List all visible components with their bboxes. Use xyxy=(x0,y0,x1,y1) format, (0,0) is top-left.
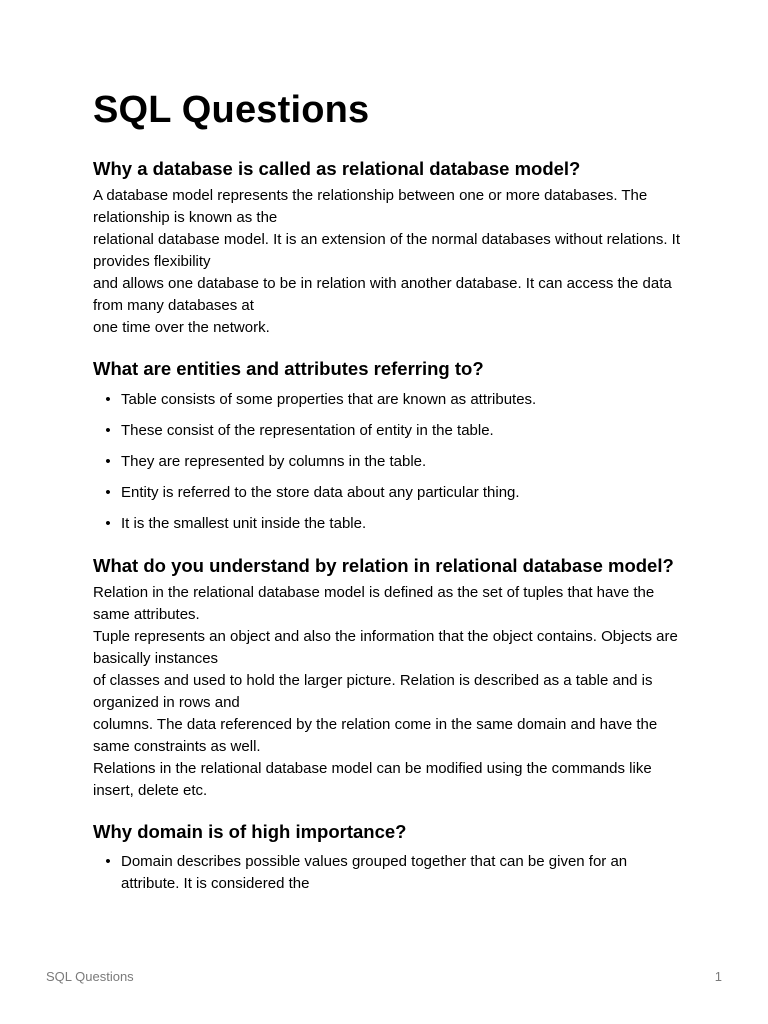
list-item xyxy=(105,451,683,473)
section-heading: Why domain is of high importance? xyxy=(93,821,407,842)
section-heading: What do you understand by relation in relational database model? xyxy=(93,555,674,576)
list-item xyxy=(105,513,683,535)
paragraph: relational database model. It is an extension of the normal databases without relations. It provides flexibility xyxy=(93,231,681,270)
paragraph: columns. The data referenced by the relation come in the same domain and have the same constraints as well. xyxy=(93,716,658,755)
bullet-icon: • xyxy=(105,453,111,470)
document-title: SQL Questions xyxy=(93,89,370,131)
bullet-icon: • xyxy=(105,515,111,532)
bullet-icon: • xyxy=(105,391,111,408)
paragraph: and allows one database to be in relation with another database. It can access the data from many databases at xyxy=(93,275,672,314)
footer-page-number: 1 xyxy=(714,969,722,984)
list-item xyxy=(105,420,683,442)
bullet-icon: • xyxy=(105,422,111,439)
document-page xyxy=(93,84,683,895)
list-item-text: Domain describes possible values grouped together that can be given for an attribute. It is considered the xyxy=(121,853,628,892)
list-item xyxy=(105,389,683,411)
footer-document-title: SQL Questions xyxy=(46,969,134,984)
list-item xyxy=(105,482,683,504)
bullet-list xyxy=(93,851,683,895)
list-item xyxy=(105,851,683,895)
paragraph: Tuple represents an object and also the information that the object contains. Objects are basically instances xyxy=(93,628,678,667)
paragraph: one time over the network. xyxy=(93,319,270,336)
list-item-text: Table consists of some properties that are known as attributes. xyxy=(121,391,537,408)
paragraph: A database model represents the relationship between one or more databases. The relationship is known as the xyxy=(93,187,648,226)
list-item-text: These consist of the representation of entity in the table. xyxy=(121,422,494,439)
section-heading: Why a database is called as relational database model? xyxy=(93,158,581,179)
bullet-icon: • xyxy=(105,484,111,501)
list-item-text: Entity is referred to the store data about any particular thing. xyxy=(121,484,520,501)
section-heading: What are entities and attributes referring to? xyxy=(93,358,484,379)
section-body xyxy=(93,582,683,802)
list-item-text: They are represented by columns in the table. xyxy=(121,453,427,470)
paragraph: Relations in the relational database model can be modified using the commands like insert, delete etc. xyxy=(93,760,652,799)
bullet-list xyxy=(93,389,683,535)
bullet-icon: • xyxy=(105,853,111,870)
paragraph: of classes and used to hold the larger picture. Relation is described as a table and is organized in rows and xyxy=(93,672,653,711)
section-body xyxy=(93,185,683,339)
list-item-text: It is the smallest unit inside the table. xyxy=(121,515,367,532)
paragraph: Relation in the relational database model is defined as the set of tuples that have the same attributes. xyxy=(93,584,655,623)
